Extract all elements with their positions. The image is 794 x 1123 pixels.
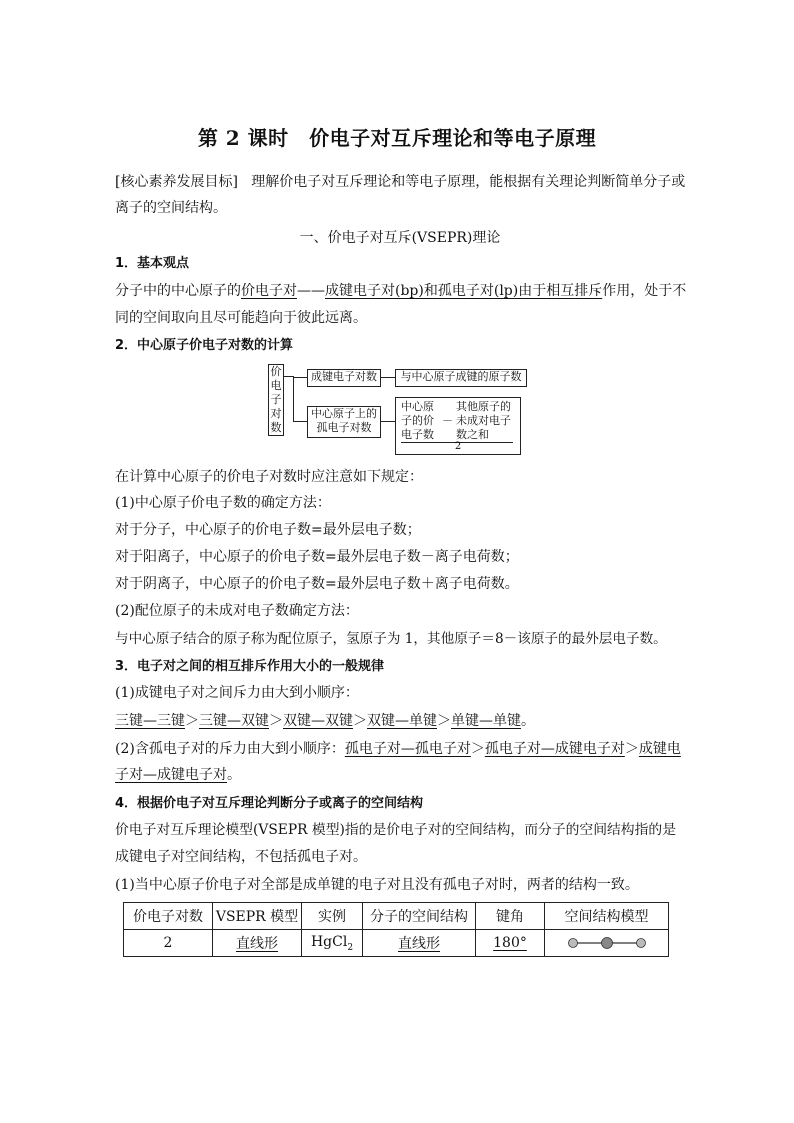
frac-minus: － bbox=[442, 414, 453, 427]
cell-vsepr bbox=[213, 930, 302, 957]
diagram-root-box bbox=[268, 364, 284, 436]
frac-right-line: 未成对电子 bbox=[456, 414, 511, 427]
root-char: 电 bbox=[270, 379, 282, 392]
linear-molecule-icon bbox=[567, 936, 647, 950]
connector bbox=[283, 376, 293, 377]
lone-pairs-box bbox=[307, 406, 381, 438]
s3-order-2-cont bbox=[115, 765, 685, 785]
connector-arrow bbox=[381, 377, 395, 378]
gt-sign: ＞ bbox=[185, 713, 199, 729]
example-subscript: 2 bbox=[347, 942, 354, 953]
order-item: 成键电 bbox=[638, 741, 681, 757]
goal-line-2: 离子的空间结构。 bbox=[115, 200, 227, 216]
gt-sign: ＞ bbox=[437, 713, 451, 729]
structure-table bbox=[123, 902, 669, 957]
order-item: 双键—双键 bbox=[283, 713, 353, 729]
order-item: 单键—单键 bbox=[451, 713, 521, 729]
table-header: 键角 bbox=[476, 903, 545, 930]
order-item: 双键—单键 bbox=[367, 713, 437, 729]
s4-paragraph-2: 成键电子对空间结构，不包括孤电子对。 bbox=[115, 849, 367, 865]
s1-text-c: (bp)和 bbox=[395, 283, 438, 299]
s2-line: 对于阳离子，中心原子的价电子数=最外层电子数－离子电荷数； bbox=[115, 549, 519, 565]
order-item: 子对—成键电子对 bbox=[115, 767, 227, 783]
s2-line: (1)中心原子价电子数的确定方法： bbox=[115, 495, 331, 511]
s2-line: 在计算中心原子的价电子对数时应注意如下规定： bbox=[115, 469, 423, 485]
frac-left-line: 中心原 bbox=[401, 400, 434, 413]
period: 。 bbox=[227, 767, 241, 783]
s2-line: (2)配位原子的未成对电子数确定方法： bbox=[115, 603, 359, 619]
s3-order-1 bbox=[115, 711, 685, 731]
table-header: 分子的空间结构 bbox=[363, 903, 476, 930]
order-item: 孤电子对—孤电子对 bbox=[344, 741, 471, 757]
gt-sign: ＞ bbox=[470, 741, 485, 757]
gt-sign: ＞ bbox=[269, 713, 283, 729]
connector bbox=[293, 421, 307, 422]
s1-text-a: 分子中的中心原子的 bbox=[115, 283, 241, 299]
order-item: 三键—三键 bbox=[115, 713, 185, 729]
frac-right bbox=[456, 400, 518, 442]
frac-right-line: 数之和 bbox=[456, 428, 489, 441]
cell-count: 2 bbox=[124, 930, 213, 957]
table-header: 空间结构模型 bbox=[545, 903, 669, 930]
gt-sign: ＞ bbox=[624, 741, 639, 757]
period: 。 bbox=[521, 713, 535, 729]
goal-text: 理解价电子对互斥理论和等电子原理，能根据有关理论判断简单分子或 bbox=[251, 174, 686, 190]
frac-right-line: 其他原子的 bbox=[456, 400, 511, 413]
connector bbox=[293, 376, 294, 422]
s1-underline-2: 成键电子对 bbox=[325, 283, 395, 299]
shape-value: 直线形 bbox=[398, 936, 440, 952]
s2-line: 对于阴离子，中心原子的价电子数=最外层电子数＋离子电荷数。 bbox=[115, 576, 519, 592]
s4-heading: 4．根据价电子对互斥理论判断分子或离子的空间结构 bbox=[115, 796, 424, 811]
table-header-row bbox=[124, 903, 669, 930]
s3-order-2 bbox=[115, 739, 685, 759]
s1-underline-1: 价电子对 bbox=[241, 283, 297, 299]
section-heading: 一、价电子对互斥(VSEPR)理论 bbox=[299, 230, 501, 246]
s1-underline-4: 排斥 bbox=[574, 283, 603, 299]
frac-left bbox=[401, 400, 447, 442]
example-formula: HgCl bbox=[310, 933, 348, 950]
s4-paragraph-3: (1)当中心原子价电子对全部是成单键的电子对且没有孤电子对时，两者的结构一致。 bbox=[115, 877, 639, 893]
cell-shape bbox=[363, 930, 476, 957]
goal-label: [核心素养发展目标] bbox=[115, 174, 238, 190]
frac-left-line: 电子数 bbox=[401, 428, 434, 441]
vsepr-value: 直线形 bbox=[236, 936, 278, 952]
frac-left-line: 子的价 bbox=[401, 414, 434, 427]
lone-box-line: 孤电子对数 bbox=[316, 421, 372, 434]
connector bbox=[293, 377, 307, 378]
cell-angle bbox=[476, 930, 545, 957]
gt-sign: ＞ bbox=[353, 713, 367, 729]
table-header: 价电子对数 bbox=[124, 903, 213, 930]
s1-text-d: (lp)由于相互 bbox=[493, 283, 575, 299]
connector-equals bbox=[381, 421, 395, 422]
s4-paragraph-1: 价电子对互斥理论模型(VSEPR 模型)指的是价电子对的空间结构，而分子的空间结构指的是 bbox=[115, 822, 676, 838]
s1-underline-3: 孤电子对 bbox=[437, 283, 494, 299]
table-header: VSEPR 模型 bbox=[213, 903, 302, 930]
cell-example bbox=[302, 930, 363, 957]
order2-prefix: (2)含孤电子对的斥力由大到小顺序： bbox=[115, 741, 345, 757]
s2-line: 对于分子，中心原子的价电子数=最外层电子数； bbox=[115, 522, 421, 538]
s2-heading: 2．中心原子价电子对数的计算 bbox=[115, 338, 294, 353]
formula-box bbox=[395, 397, 521, 455]
s1-paragraph-1 bbox=[115, 281, 685, 301]
table-header: 实例 bbox=[302, 903, 363, 930]
root-char: 价 bbox=[270, 365, 282, 378]
s3-heading: 3．电子对之间的相互排斥作用大小的一般规律 bbox=[115, 659, 385, 674]
root-char: 对 bbox=[270, 407, 282, 420]
s1-paragraph-2: 同的空间取向且尽可能趋向于彼此远离。 bbox=[115, 310, 367, 326]
s1-text-e: 作用，处于不 bbox=[602, 283, 687, 299]
order-item: 三键—双键 bbox=[199, 713, 269, 729]
page-title: 第 2 课时 价电子对互斥理论和等电子原理 bbox=[197, 126, 597, 150]
s2-line: 与中心原子结合的原子称为配位原子，氢原子为 1，其他原子＝8－该原子的最外层电子数。 bbox=[115, 631, 667, 647]
root-char: 子 bbox=[270, 393, 282, 406]
root-char: 数 bbox=[270, 421, 282, 434]
bond-result-box: 与中心原子成键的原子数 bbox=[395, 369, 527, 387]
frac-denominator: 2 bbox=[454, 441, 462, 452]
s1-heading: 1．基本观点 bbox=[115, 256, 190, 271]
order-item: 孤电子对—成键电子对 bbox=[484, 741, 625, 757]
cell-model bbox=[545, 930, 669, 957]
goal-line-1 bbox=[115, 172, 685, 192]
s1-text-b: —— bbox=[297, 283, 325, 299]
bond-pairs-box: 成键电子对数 bbox=[307, 369, 381, 387]
table-row bbox=[124, 930, 669, 957]
angle-value: 180° bbox=[493, 935, 527, 951]
s3-paragraph-1: (1)成键电子对之间斥力由大到小顺序： bbox=[115, 685, 359, 701]
lone-box-line: 中心原子上的 bbox=[311, 407, 377, 420]
